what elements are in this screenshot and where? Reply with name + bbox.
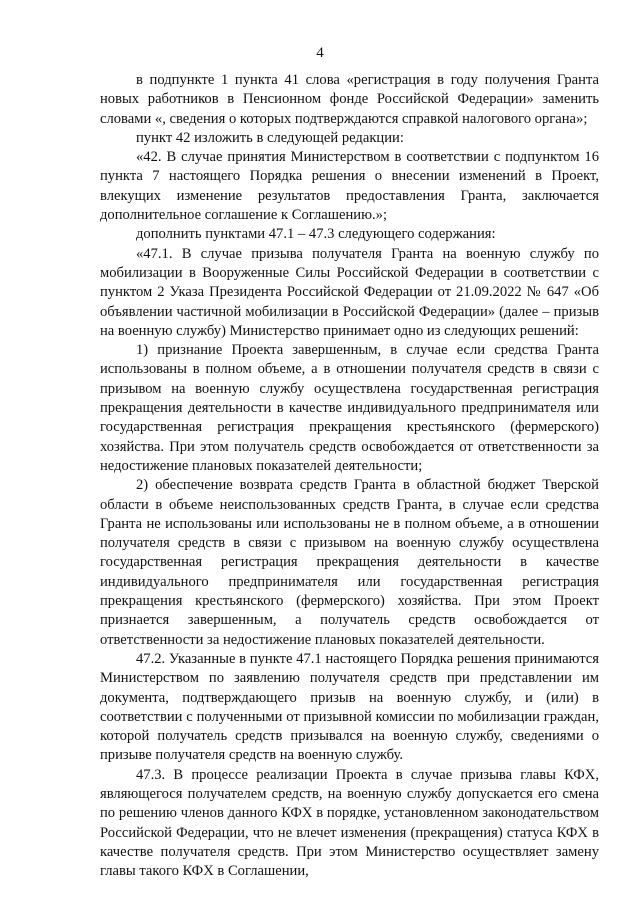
paragraph-47-1-item-2: 2) обеспечение возврата средств Гранта в областной бюджет Тверской области в объеме неиспользованных средств Гранта, в случае если средства Гранта не использованы или использованы не в полном объеме, а в отношении получателя средств в связи с призывом на военную службу осуществлена государственная регистрация прекращения деятельности в качестве индивидуального предпринимателя или государственная регистрация прекращения крестьянского (фермерского) хозяйства. При этом Проект признается завершенным, а получатель средств освобождается от ответственности за недостижение плановых показателей деятельности. — [100, 477, 599, 648]
paragraph-47-3: 47.3. В процессе реализации Проекта в случае призыва главы КФХ, являющегося получателем средств, на военную службу допускается его смена по решению членов данного КФХ в порядке, установленном законодательством Российской Федерации, что не влечет изменения (прекращения) статуса КФХ в качестве получателя средств. При этом Министерство осуществляет замену главы такого КФХ в Соглашении, — [100, 766, 599, 880]
paragraph-42: «42. В случае принятия Министерством в соответствии с подпунктом 16 пункта 7 настоящего Порядка решения о внесении изменений в Проект, влекущих изменение результатов предоставления Гранта, заключается дополнительное соглашение к Соглашению.»; — [100, 149, 599, 224]
paragraph-intro-42: пункт 42 изложить в следующей редакции: — [136, 129, 404, 146]
document-body — [100, 71, 599, 881]
page-number: 4 — [316, 45, 324, 61]
paragraph-amend-41: в подпункте 1 пункта 41 слова «регистрация в году получения Гранта новых работников в Пенсионном фонде Российской Федерации» заменить словами «, сведения о которых подтверждаются справкой налогового органа»; — [100, 72, 599, 127]
paragraph-47-1: «47.1. В случае призыва получателя Гранта на военную службу по мобилизации в Вооруженные Силы Российской Федерации в соответствии с пунктом 2 Указа Президента Российской Федерации от 21.09.2022 № 647 «Об объявлении частичной мобилизации в Российской Федерации» (далее – призыв на военную службу) Министерство принимает одно из следующих решений: — [100, 245, 599, 339]
paragraph-intro-47: дополнить пунктами 47.1 – 47.3 следующего содержания: — [136, 226, 496, 243]
paragraph-47-1-item-1: 1) признание Проекта завершенным, в случае если средства Гранта использованы в полном объеме, а в отношении получателя средств в связи с призывом на военную службу осуществлена государственная регистрация прекращения деятельности в качестве индивидуального предпринимателя или государственная регистрация прекращения крестьянского (фермерского) хозяйства. При этом получатель средств освобождается от ответственности за недостижение плановых показателей деятельности; — [100, 342, 599, 474]
paragraph-47-2: 47.2. Указанные в пункте 47.1 настоящего Порядка решения принимаются Министерством по заявлению получателя средств при представлении им документа, подтверждающего призыв на военную службу, и (или) в соответствии с полученными от призывной комиссии по мобилизации граждан, которой получатель средств призывался на военную службу, сведениями о призыве получателя средств на военную службу. — [100, 650, 599, 764]
